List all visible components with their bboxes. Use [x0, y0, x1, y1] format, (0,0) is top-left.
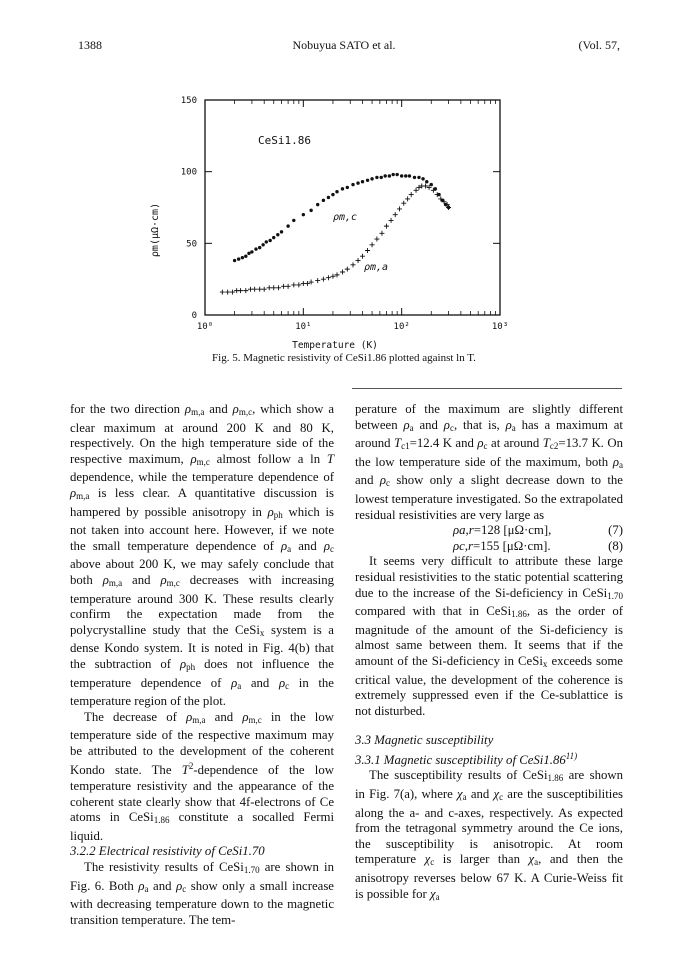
data-point: [252, 287, 257, 292]
data-point: [276, 233, 279, 236]
data-point: [302, 213, 305, 216]
x-tick-label: 10²: [393, 322, 410, 332]
data-point: [340, 270, 345, 275]
paragraph: The susceptibility results of CeSi$_{1.86}$ are shown in Fig. 7(a), where $\chi_a$ and $\chi_c$ are the susceptibilities along the a- and c-axes, respectively. As expected from the tetragonal symmetry around the Ce ions, the susceptibility is anisotropic. At room temperature $\chi_c$ is larger than $\chi_a$, and then the anisotropy reverses below 67 K. A Curie-Weiss fit is possible for $\chi_a$: [355, 768, 624, 902]
data-point: [250, 250, 253, 253]
data-point: [356, 258, 361, 263]
data-point: [247, 252, 250, 255]
data-point: [322, 199, 325, 202]
data-point: [262, 287, 267, 292]
data-point: [292, 219, 295, 222]
data-point: [391, 173, 394, 176]
data-point: [345, 267, 350, 272]
data-point: [225, 290, 230, 295]
section-heading-3-3: 3.3 Magnetic susceptibility: [355, 733, 494, 748]
series-rho-ma: [220, 184, 451, 295]
data-point: [430, 183, 433, 186]
data-point: [413, 176, 416, 179]
plot-frame: [205, 100, 500, 315]
data-point: [401, 201, 406, 206]
x-tick-label: 10³: [491, 322, 509, 332]
data-point: [257, 287, 262, 292]
data-point: [331, 193, 334, 196]
data-point: [309, 209, 312, 212]
data-point: [326, 275, 331, 280]
column-rule: [352, 388, 622, 389]
data-point: [341, 187, 344, 190]
data-point: [291, 282, 296, 287]
data-point: [356, 181, 359, 184]
left-column: [70, 402, 334, 928]
data-point: [374, 237, 379, 242]
data-point: [335, 190, 338, 193]
data-point: [388, 174, 391, 177]
y-tick-label: 150: [180, 96, 197, 106]
data-point: [316, 203, 319, 206]
data-point: [281, 284, 286, 289]
data-point: [276, 285, 281, 290]
data-point: [360, 254, 365, 259]
data-point: [370, 242, 375, 247]
data-point: [417, 176, 420, 179]
running-header-author: Nobuyua SATO et al.: [292, 38, 396, 52]
y-tick-label: 100: [180, 167, 197, 178]
data-point: [237, 257, 240, 260]
data-point: [375, 176, 378, 179]
data-point: [351, 183, 354, 186]
data-point: [379, 231, 384, 236]
data-point: [404, 174, 407, 177]
x-axis-label: Temperature (K): [292, 340, 378, 351]
data-point: [361, 180, 364, 183]
data-point: [414, 188, 419, 193]
data-point: [258, 246, 261, 249]
data-point: [315, 278, 320, 283]
data-point: [366, 179, 369, 182]
data-point: [351, 262, 356, 267]
data-point: [267, 285, 272, 290]
data-point: [397, 206, 402, 211]
data-point: [408, 174, 411, 177]
data-point: [425, 180, 428, 183]
data-point: [296, 282, 301, 287]
right-column: [355, 402, 623, 905]
data-point: [265, 240, 268, 243]
data-point: [327, 196, 330, 199]
equation-8: ρc,r=155 [μΩ·cm]. (8): [453, 538, 623, 553]
data-point: [286, 284, 291, 289]
annotation-rho-ma: ρm,a: [364, 262, 389, 273]
data-point: [409, 192, 414, 197]
data-point: [243, 288, 248, 293]
page-number: 1388: [78, 38, 102, 52]
data-point: [280, 230, 283, 233]
data-point: [241, 256, 244, 259]
data-point: [230, 290, 235, 295]
x-tick-label: 10¹: [295, 322, 312, 332]
data-point: [400, 174, 403, 177]
data-point: [389, 218, 394, 223]
x-tick-label: 10⁰: [196, 322, 214, 332]
data-point: [321, 277, 326, 282]
volume-label: (Vol. 57,: [578, 38, 620, 52]
section-heading-3-2-2: 3.2.2 Electrical resistivity of CeSi1.70: [70, 844, 265, 859]
annotation-rho-mc: ρm,c: [333, 212, 358, 223]
equation-7: ρa,r=128 [μΩ·cm], (7): [453, 523, 623, 538]
data-point: [261, 243, 264, 246]
paragraph: The resistivity results of CeSi$_{1.70}$ are shown in Fig. 6. Both $\rho_a$ and $\rho_c$ show only a small increase with decreasing temperature down to the magnetic transition temperature. The tem-: [70, 860, 334, 927]
data-point: [370, 177, 373, 180]
y-axis-label: ρm(μΩ·cm): [150, 202, 161, 258]
data-point: [405, 196, 410, 201]
data-point: [365, 248, 370, 253]
data-point: [435, 192, 440, 197]
paragraph: for the two direction $\rho_{m,a}$ and $\rho_{m,c}$, which show a clear maximum at around 200 K and 80 K, respectively. On the high temperature side of the respective maximum, $\rho_{m,c}$ almost follow a ln T dependence, while the temperature dependence of $\rho_{m,a}$ is less clear. A quantitative discussion is hampered by possible anisotropy in $\rho_{ph}$ which is not taken into account here. However, if we note the small temperature dependence of $\rho_a$ and $\rho_c$ above about 200 K, we may safely conclude that both $\rho_{m,a}$ and $\rho_{m,c}$ decreases with increasing temperature around 300 K. These results clearly confirm the expectation made from the polycrystalline study that the CeSi$_x$ system is a dense Kondo system. It is noted in Fig. 4(b) that the subtraction of $\rho_{ph}$ does not influence the temperature dependence of $\rho_a$ and $\rho_c$ in the temperature region of the plot.: [70, 402, 334, 709]
data-point: [380, 176, 383, 179]
resistivity-chart: [150, 90, 540, 352]
data-point: [233, 259, 236, 262]
data-point: [383, 174, 386, 177]
data-point: [286, 224, 289, 227]
data-point: [272, 236, 275, 239]
data-point: [346, 186, 349, 189]
data-point: [254, 247, 257, 250]
paragraph: perature of the maximum are slightly different between $\rho_a$ and $\rho_c$, that is, $\rho_a$ has a maximum at around $T_{c1}=12.4$ K and $\rho_c$ at around $T_{c2}=13.7$ K. On the low temperature side of the maximum, both $\rho_a$ and $\rho_c$ show only a slight decrease down to the lowest temperature investigated. So the extrapolated residual resistivities are very large as: [355, 402, 623, 522]
data-point: [238, 288, 243, 293]
data-point: [393, 212, 398, 217]
figure-caption: Fig. 5. Magnetic resistivity of CeSi1.86 plotted against ln T.: [212, 352, 476, 364]
data-point: [395, 173, 398, 176]
paragraph: The decrease of $\rho_{m,a}$ and $\rho_{m,c}$ in the low temperature side of the respective maximum may be attributed to the development of the coherent Kondo state. The $T^2$-dependence of the low temperature resistivity and the appearance of the coherent state clearly show that 4f-electrons of Ce atoms in CeSi$_{1.86}$ constitute a socalled Fermi liquid.: [70, 709, 334, 843]
y-tick-label: 50: [186, 239, 197, 250]
data-point: [384, 224, 389, 229]
data-point: [268, 239, 271, 242]
y-tick-label: 0: [191, 311, 197, 321]
section-heading-3-3-1: 3.3.1 Magnetic susceptibility of CeSi1.86$^{11)}$: [355, 750, 578, 767]
chart-inset-label: CeSi1.86: [258, 134, 311, 147]
data-point: [244, 255, 247, 258]
data-point: [271, 285, 276, 290]
data-point: [220, 290, 225, 295]
data-point: [421, 177, 424, 180]
paragraph: It seems very difficult to attribute these large residual resistivities to the static potential scattering due to the increase of the Si-deficiency in CeSi$_{1.70}$ compared with that in CeSi$_{1.86}$, as the order of magnitude of the amount of the Si-deficiency is almost same between them. It seems that if the amount of the Si-deficiency in CeSi$_x$ exceeds some critical value, the development of the coherence is extremely suppressed even if the Ce-sublattice is not disturbed.: [355, 554, 624, 718]
